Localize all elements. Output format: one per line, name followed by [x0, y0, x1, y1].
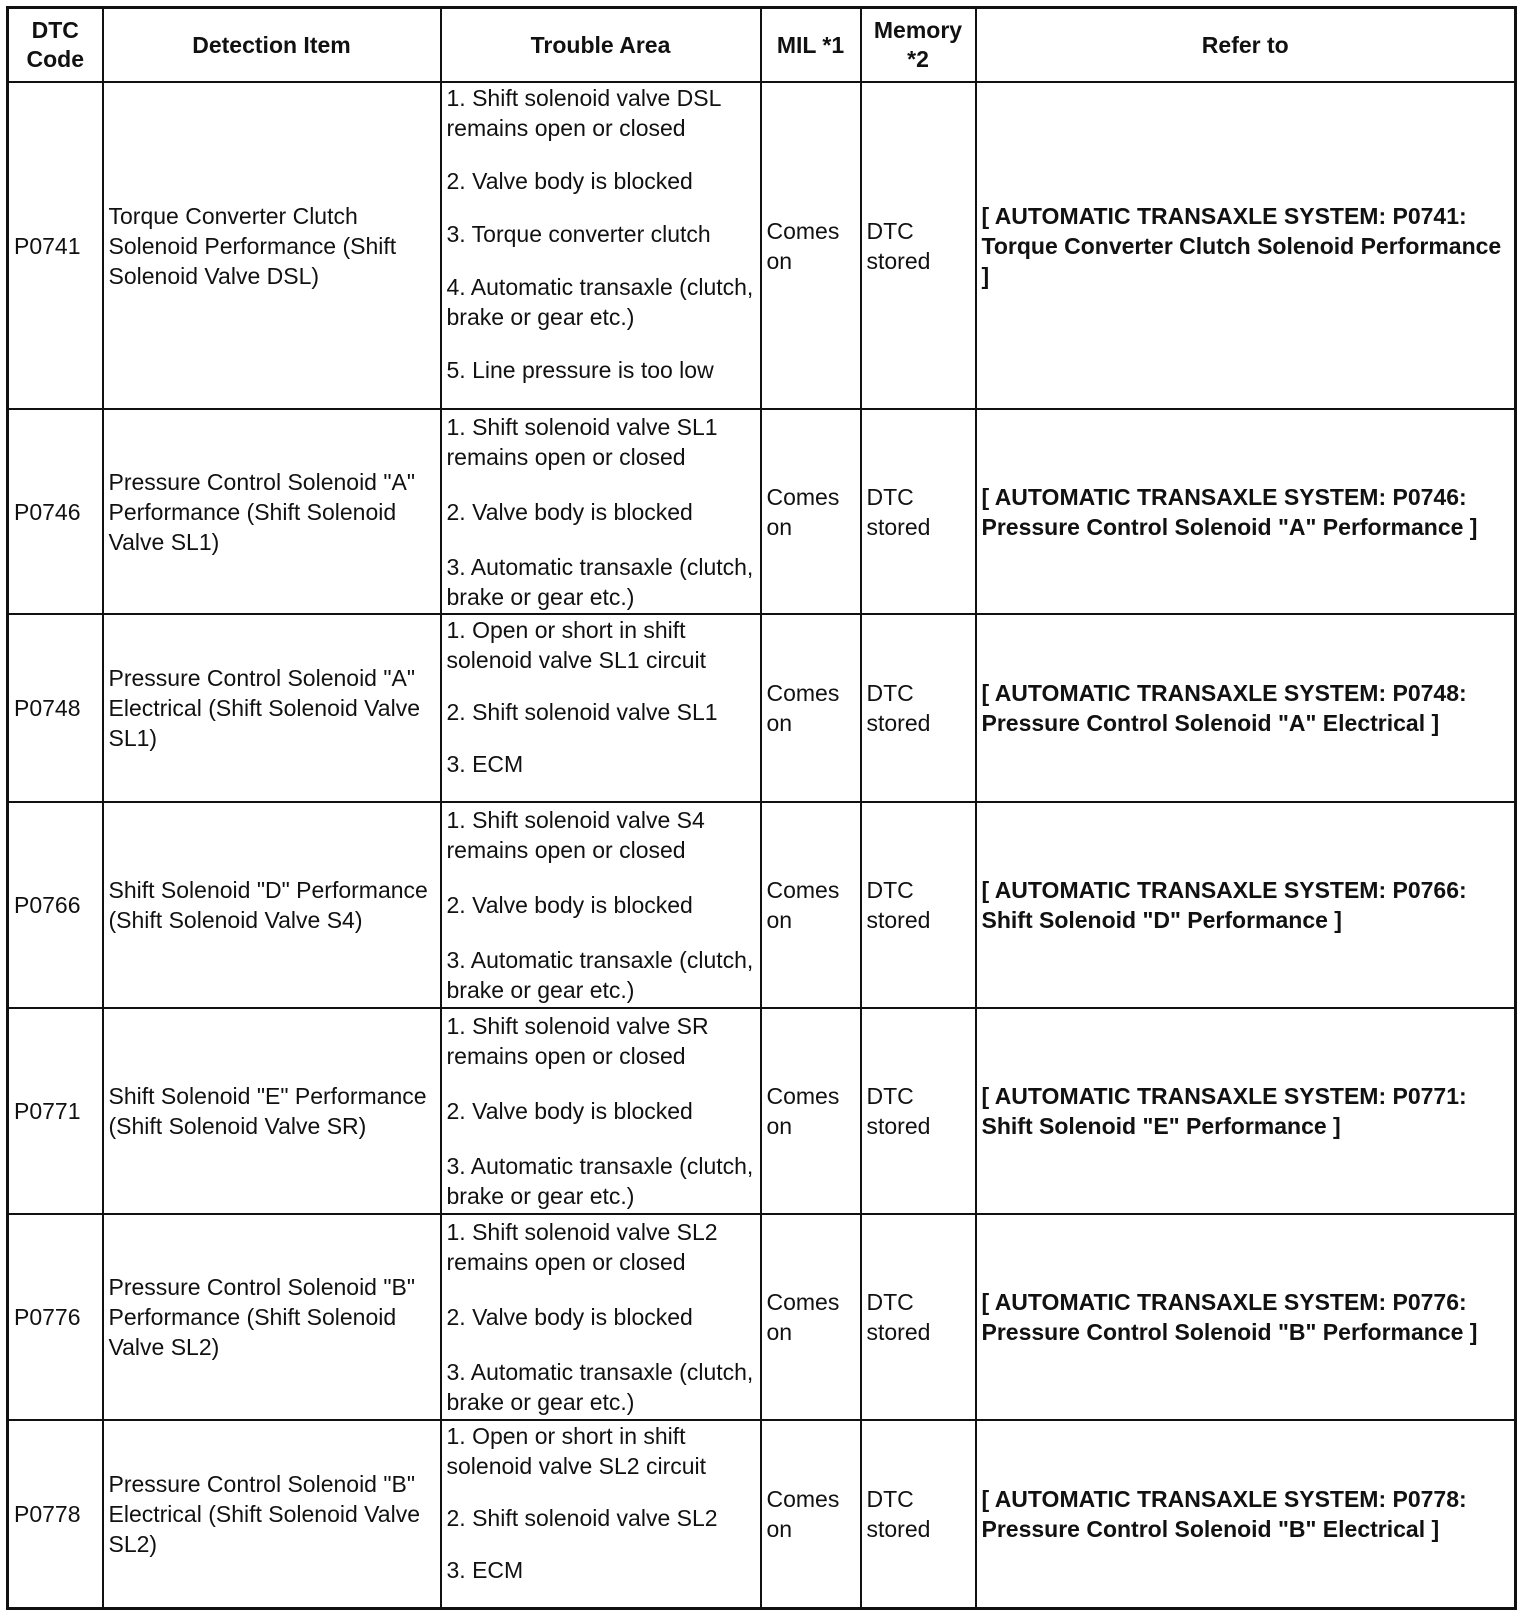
memory-cell: DTC stored [861, 1008, 976, 1214]
refer-to-cell: [ AUTOMATIC TRANSAXLE SYSTEM: P0771: Shift Solenoid "E" Performance ] [976, 1008, 1516, 1214]
trouble-area-cell [441, 1214, 761, 1420]
trouble-area-cell [441, 1420, 761, 1609]
table-row [8, 614, 1516, 802]
trouble-area-item: 1. Shift solenoid valve SR remains open or closed [446, 1013, 709, 1069]
refer-to-cell: [ AUTOMATIC TRANSAXLE SYSTEM: P0748: Pressure Control Solenoid "A" Electrical ] [976, 614, 1516, 802]
mil-cell: Comes on [761, 82, 861, 409]
trouble-area-cell [441, 802, 761, 1008]
dtc-code-cell: P0771 [8, 1008, 103, 1214]
trouble-area-cell [441, 614, 761, 802]
memory-cell: DTC stored [861, 614, 976, 802]
header-detection-item: Detection Item [103, 8, 441, 83]
trouble-area-item: 5. Line pressure is too low [446, 357, 714, 383]
table-row [8, 802, 1516, 1008]
trouble-area-item: 2. Shift solenoid valve SL1 [446, 699, 718, 725]
header-memory: Memory *2 [861, 8, 976, 83]
detection-item-cell: Pressure Control Solenoid "B" Performance (Shift Solenoid Valve SL2) [103, 1214, 441, 1420]
trouble-area-item: 1. Shift solenoid valve SL2 remains open or closed [446, 1219, 718, 1275]
refer-to-cell: [ AUTOMATIC TRANSAXLE SYSTEM: P0746: Pressure Control Solenoid "A" Performance ] [976, 409, 1516, 614]
trouble-area-item: 1. Shift solenoid valve SL1 remains open or closed [446, 413, 718, 470]
trouble-area-item: 2. Valve body is blocked [446, 498, 693, 525]
mil-cell: Comes on [761, 409, 861, 614]
trouble-area-item: 3. Automatic transaxle (clutch, brake or gear etc.) [446, 553, 754, 610]
trouble-area-item: 2. Valve body is blocked [446, 1304, 693, 1330]
detection-item-cell: Pressure Control Solenoid "A" Performance (Shift Solenoid Valve SL1) [103, 409, 441, 614]
mil-cell: Comes on [761, 1008, 861, 1214]
trouble-area-item: 2. Valve body is blocked [446, 892, 693, 918]
detection-item-cell: Pressure Control Solenoid "B" Electrical (Shift Solenoid Valve SL2) [103, 1420, 441, 1609]
detection-item-cell: Torque Converter Clutch Solenoid Performance (Shift Solenoid Valve DSL) [103, 82, 441, 409]
table-body [8, 82, 1516, 1609]
mil-cell: Comes on [761, 802, 861, 1008]
trouble-area-item: 2. Shift solenoid valve SL2 [446, 1505, 718, 1531]
memory-cell: DTC stored [861, 802, 976, 1008]
header-refer-to: Refer to [976, 8, 1516, 83]
table-header-row [8, 8, 1516, 83]
header-dtc-code: DTC Code [8, 8, 103, 83]
trouble-area-item: 3. Automatic transaxle (clutch, brake or gear etc.) [446, 1359, 754, 1415]
memory-cell: DTC stored [861, 82, 976, 409]
table-row [8, 409, 1516, 614]
trouble-area-item: 2. Valve body is blocked [446, 168, 693, 194]
table-row [8, 1214, 1516, 1420]
memory-cell: DTC stored [861, 1420, 976, 1609]
table-row [8, 82, 1516, 409]
detection-item-cell: Shift Solenoid "D" Performance (Shift Solenoid Valve S4) [103, 802, 441, 1008]
trouble-area-cell [441, 82, 761, 409]
trouble-area-cell [441, 409, 761, 614]
detection-item-cell: Pressure Control Solenoid "A" Electrical (Shift Solenoid Valve SL1) [103, 614, 441, 802]
trouble-area-item: 3. Automatic transaxle (clutch, brake or gear etc.) [446, 947, 754, 1003]
trouble-area-item: 1. Open or short in shift solenoid valve SL1 circuit [446, 617, 707, 673]
table-row [8, 1008, 1516, 1214]
mil-cell: Comes on [761, 614, 861, 802]
dtc-code-cell: P0741 [8, 82, 103, 409]
memory-cell: DTC stored [861, 1214, 976, 1420]
refer-to-cell: [ AUTOMATIC TRANSAXLE SYSTEM: P0766: Shift Solenoid "D" Performance ] [976, 802, 1516, 1008]
mil-cell: Comes on [761, 1420, 861, 1609]
trouble-area-item: 3. Torque converter clutch [446, 221, 711, 247]
header-trouble-area: Trouble Area [441, 8, 761, 83]
trouble-area-cell [441, 1008, 761, 1214]
trouble-area-item: 1. Shift solenoid valve S4 remains open or closed [446, 807, 705, 863]
header-mil: MIL *1 [761, 8, 861, 83]
table-row [8, 1420, 1516, 1609]
mil-cell: Comes on [761, 1214, 861, 1420]
refer-to-cell: [ AUTOMATIC TRANSAXLE SYSTEM: P0776: Pressure Control Solenoid "B" Performance ] [976, 1214, 1516, 1420]
refer-to-cell: [ AUTOMATIC TRANSAXLE SYSTEM: P0741: Torque Converter Clutch Solenoid Performance ] [976, 82, 1516, 409]
trouble-area-item: 3. ECM [446, 1557, 524, 1583]
trouble-area-item: 1. Open or short in shift solenoid valve SL2 circuit [446, 1423, 707, 1479]
dtc-table [6, 6, 1517, 1610]
trouble-area-item: 3. ECM [446, 751, 524, 777]
refer-to-cell: [ AUTOMATIC TRANSAXLE SYSTEM: P0778: Pressure Control Solenoid "B" Electrical ] [976, 1420, 1516, 1609]
dtc-code-cell: P0748 [8, 614, 103, 802]
dtc-code-cell: P0766 [8, 802, 103, 1008]
trouble-area-item: 2. Valve body is blocked [446, 1098, 693, 1124]
dtc-code-cell: P0778 [8, 1420, 103, 1609]
detection-item-cell: Shift Solenoid "E" Performance (Shift Solenoid Valve SR) [103, 1008, 441, 1214]
memory-cell: DTC stored [861, 409, 976, 614]
dtc-code-cell: P0776 [8, 1214, 103, 1420]
dtc-code-cell: P0746 [8, 409, 103, 614]
trouble-area-item: 3. Automatic transaxle (clutch, brake or gear etc.) [446, 1153, 754, 1209]
trouble-area-item: 4. Automatic transaxle (clutch, brake or gear etc.) [446, 274, 754, 330]
trouble-area-item: 1. Shift solenoid valve DSL remains open or closed [446, 85, 721, 141]
